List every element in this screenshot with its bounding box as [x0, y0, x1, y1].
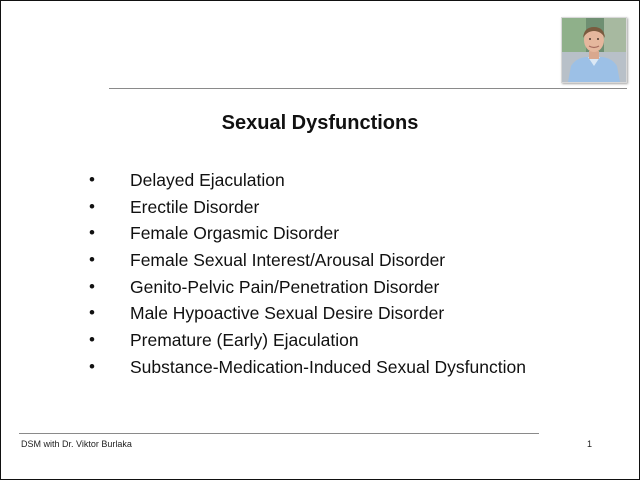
bullet-icon: • [89, 303, 95, 323]
list-item-text: Genito-Pelvic Pain/Penetration Disorder [130, 276, 440, 297]
footer-divider [19, 433, 539, 434]
bullet-icon: • [89, 330, 95, 350]
bullet-icon: • [89, 196, 95, 216]
list-item-text: Male Hypoactive Sexual Desire Disorder [130, 303, 445, 324]
page-number: 1 [587, 439, 593, 449]
bullet-icon: • [89, 223, 95, 243]
list-item-text: Substance-Medication-Induced Sexual Dysfunction [130, 356, 526, 377]
footer-text: DSM with Dr. Viktor Burlaka [21, 439, 132, 449]
top-divider [109, 88, 627, 89]
presenter-photo [561, 17, 627, 83]
bullet-icon: • [89, 170, 95, 189]
bullet-icon: • [89, 356, 95, 376]
list-item-text: Premature (Early) Ejaculation [130, 330, 359, 351]
list-item-text: Female Sexual Interest/Arousal Disorder [130, 250, 446, 271]
presenter-photo-image [562, 18, 626, 82]
bullet-icon: • [89, 276, 95, 296]
bullet-icon: • [89, 250, 95, 270]
slide-title: Sexual Dysfunctions [221, 112, 419, 134]
list-item-text: Delayed Ejaculation [130, 170, 285, 190]
list-item-text: Erectile Disorder [130, 196, 260, 217]
list-item-text: Female Orgasmic Disorder [130, 223, 340, 244]
